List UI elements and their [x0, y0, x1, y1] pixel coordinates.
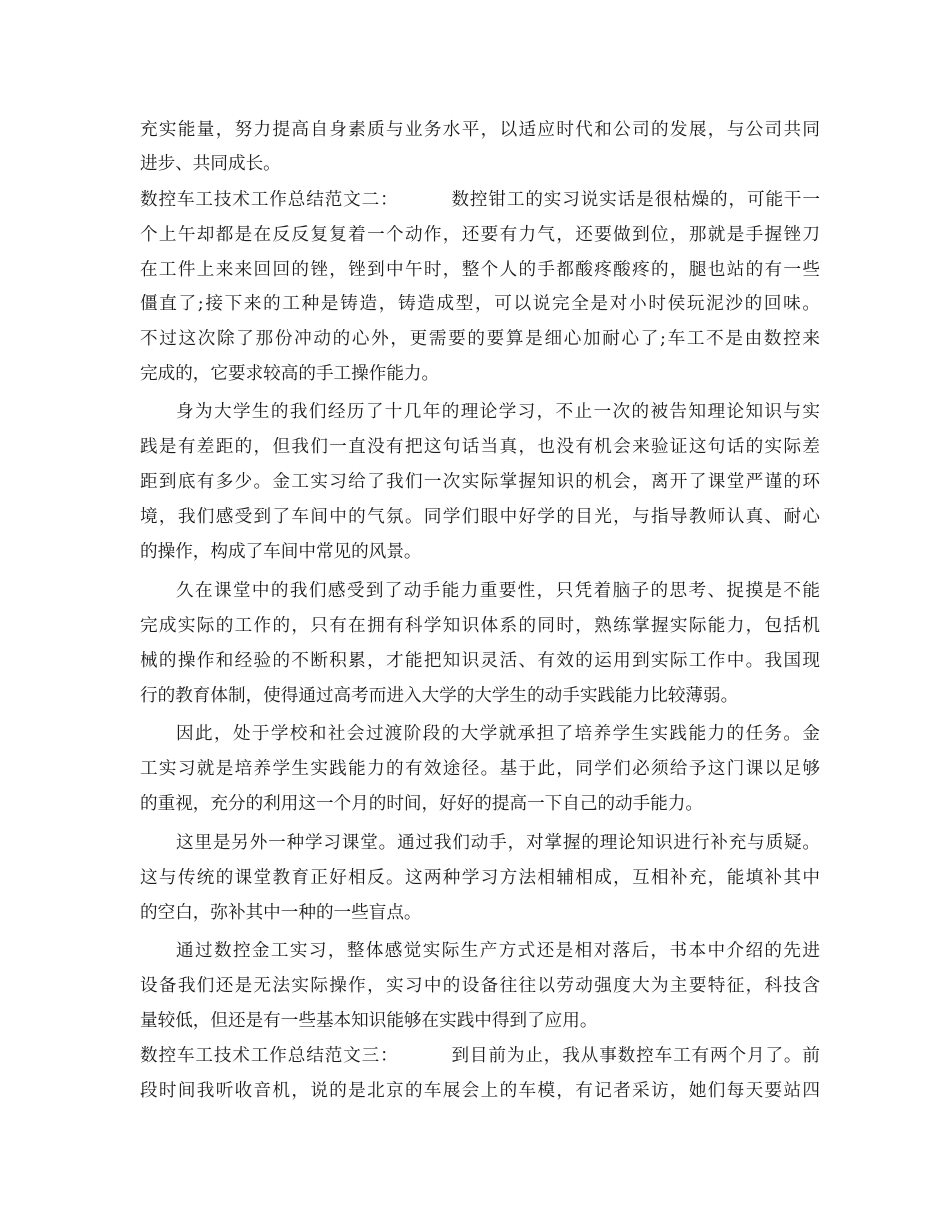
paragraph-line: 在工件上来来回回的锉，锉到中午时，整个人的手都酸疼酸疼的，腿也站的有一些: [140, 260, 820, 280]
section-heading-line: [140, 183, 820, 217]
paragraph-line: 进步、共同成长。: [140, 154, 281, 174]
paragraph-line: 僵直了;接下来的工种是铸造，铸造成型，可以说完全是对小时侯玩泥沙的回味。: [140, 294, 820, 314]
paragraph-line: 的重视，充分的利用这一个月的时间，好好的提高一下自己的动手能力。: [140, 794, 704, 814]
paragraph-line: 行的教育体制，使得通过高考而进入大学的大学生的动手实践能力比较薄弱。: [140, 686, 739, 706]
section-heading-3: 数控车工技术工作总结范文三：: [140, 1046, 399, 1066]
section-heading-line: [140, 1039, 820, 1073]
paragraph-line: 完成的，它要求较高的手工操作能力。: [140, 364, 440, 384]
paragraph-line: 不过这次除了那份冲动的心外，更需要的要算是细心加耐心了;车工不是由数控来: [140, 329, 820, 349]
paragraph-line: 的空白，弥补其中一种的一些盲点。: [140, 903, 422, 923]
paragraph-line: 充实能量，努力提高自身素质与业务水平，以适应时代和公司的发展，与公司共同: [140, 120, 820, 140]
paragraph-line: 境，我们感受到了车间中的气氛。同学们眼中好学的目光，与指导教师认真、耐心: [140, 507, 820, 527]
paragraph-line: 工实习就是培养学生实践能力的有效途径。基于此，同学们必须给予这门课以足够: [140, 759, 820, 779]
paragraph-line: 段时间我听收音机，说的是北京的车展会上的车模，有记者采访，她们每天要站四: [140, 1081, 820, 1101]
section-heading-2: 数控车工技术工作总结范文二：: [140, 190, 399, 210]
paragraph-line: 完成实际的工作的，只有在拥有科学知识体系的同时，熟练掌握实际能力，包括机: [140, 616, 820, 636]
paragraph-line: 这里是另外一种学习课堂。通过我们动手，对掌握的理论知识进行补充与质疑。: [176, 833, 820, 853]
paragraph-line: 的操作，构成了车间中常见的风景。: [140, 542, 422, 562]
paragraph-line: 通过数控金工实习，整体感觉实际生产方式还是相对落后，书本中介绍的先进: [176, 941, 820, 961]
paragraph-line: 设备我们还是无法实际操作，实习中的设备往往以劳动强度大为主要特征，科技含: [140, 976, 820, 996]
paragraph-line: 践是有差距的，但我们一直没有把这句话当真，也没有机会来验证这句话的实际差: [140, 437, 820, 457]
paragraph-line: 因此，处于学校和社会过渡阶段的大学就承担了培养学生实践能力的任务。金: [176, 724, 820, 744]
paragraph-text: 数控钳工的实习说实话是很枯燥的，可能干一: [450, 190, 820, 210]
paragraph-line: 个上午却都是在反反复复着一个动作，还要有力气，还要做到位，那就是手握锉刀: [140, 225, 820, 245]
paragraph-line: 距到底有多少。金工实习给了我们一次实际掌握知识的机会，离开了课堂严谨的环: [140, 472, 820, 492]
paragraph-line: 量较低，但还是有一些基本知识能够在实践中得到了应用。: [140, 1011, 598, 1031]
paragraph-line: 这与传统的课堂教育正好相反。这两种学习方法相辅相成，互相补充，能填补其中: [140, 868, 820, 888]
paragraph-line: 身为大学生的我们经历了十几年的理论学习，不止一次的被告知理论知识与实: [176, 402, 820, 422]
paragraph-text: 到目前为止，我从事数控车工有两个月了。前: [450, 1046, 820, 1066]
paragraph-line: 械的操作和经验的不断积累，才能把知识灵活、有效的运用到实际工作中。我国现: [140, 651, 820, 671]
paragraph-line: 久在课堂中的我们感受到了动手能力重要性，只凭着脑子的思考、捉摸是不能: [176, 581, 820, 601]
